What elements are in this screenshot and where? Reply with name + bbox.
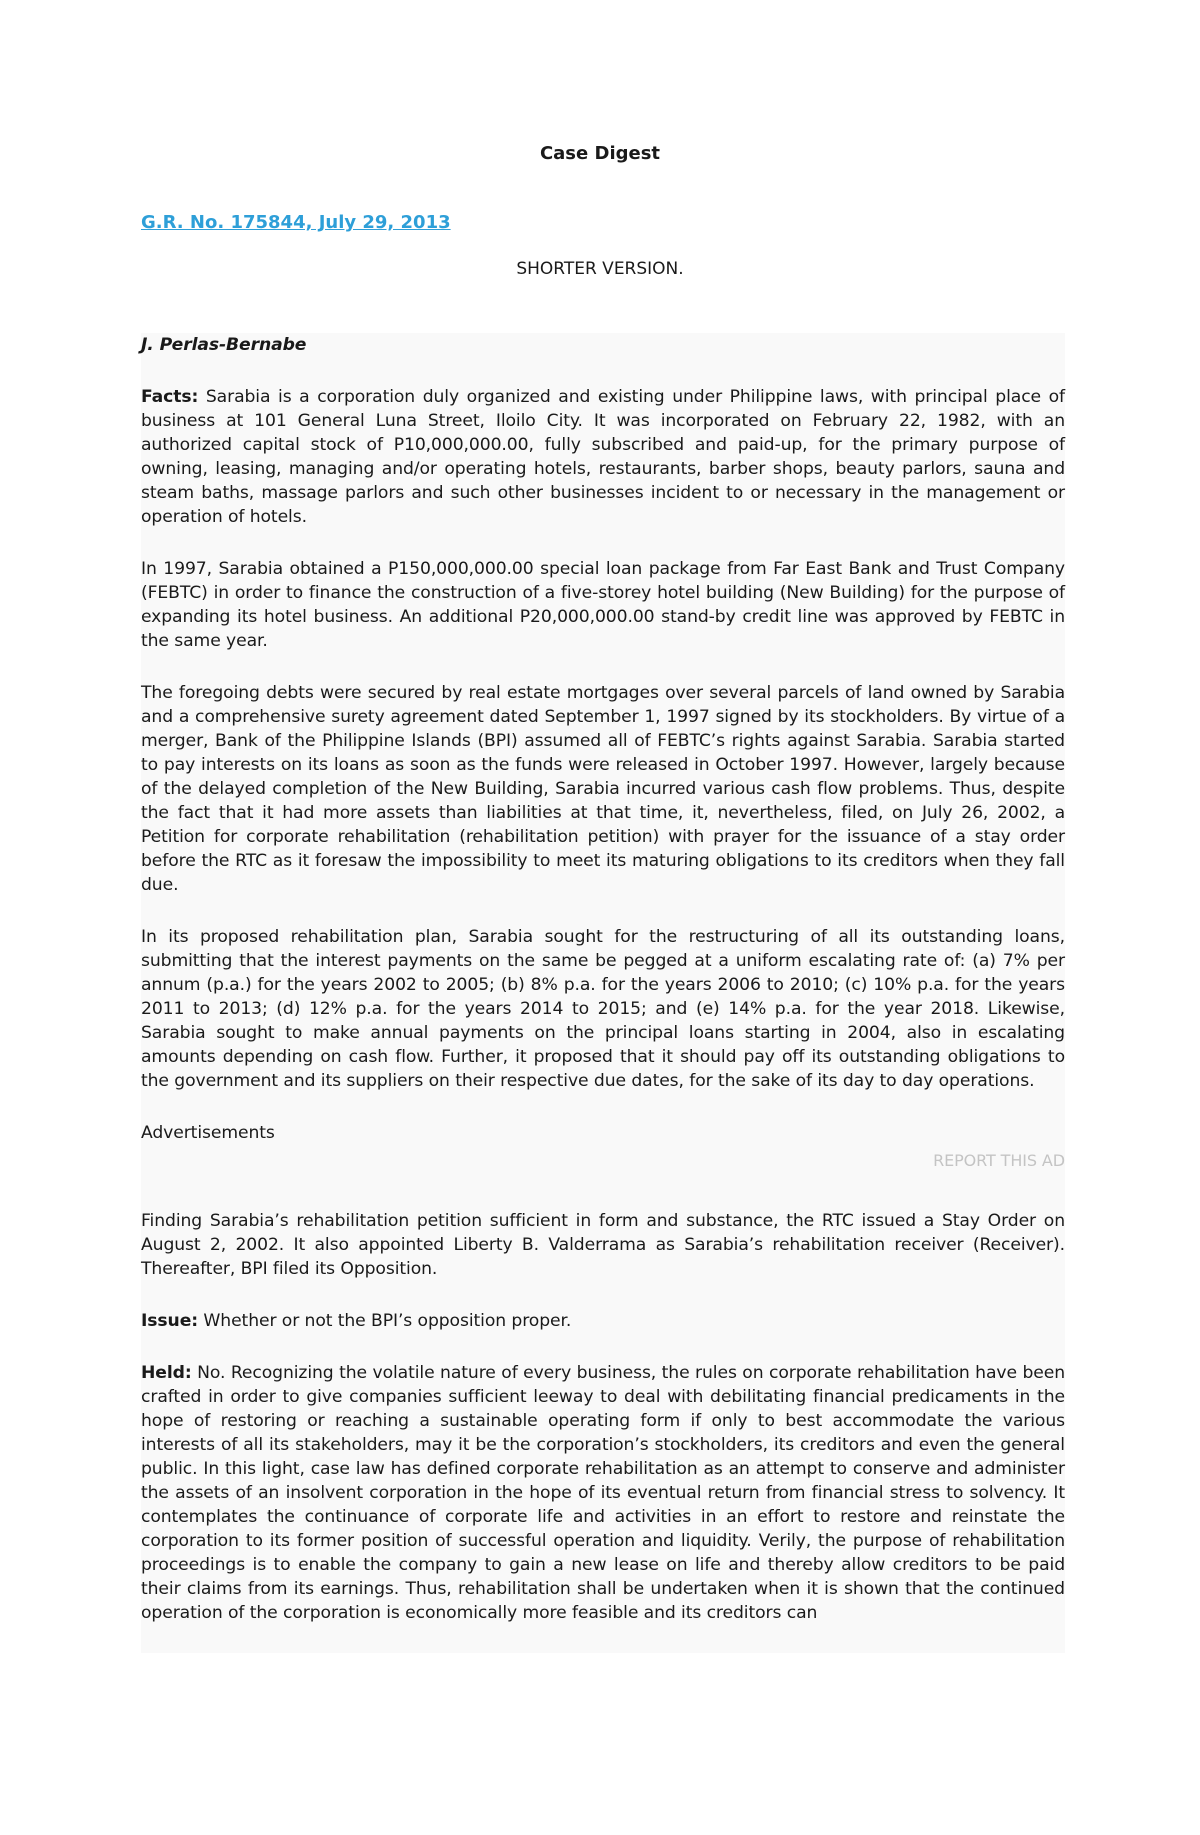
issue-paragraph	[141, 1309, 1065, 1333]
version-subtitle: SHORTER VERSION.	[516, 259, 684, 279]
facts-paragraph-2: In 1997, Sarabia obtained a P150,000,000.00 special loan package from Far East Bank and Trust Company (FEBTC) in order to finance the construction of a five-storey hotel building (New Building) for the purpose of expanding its hotel business. An additional P20,000,000.00 stand-by credit line was approved by FEBTC in the same year.	[141, 559, 1065, 651]
page-title: Case Digest	[539, 143, 661, 164]
facts-label: Facts:	[141, 387, 199, 407]
advertisements-label: Advertisements	[141, 1123, 275, 1143]
report-ad-link[interactable]: REPORT THIS AD	[933, 1151, 1065, 1170]
facts-paragraph-5: Finding Sarabia’s rehabilitation petition sufficient in form and substance, the RTC issued a Stay Order on August 2, 2002. It also appointed Liberty B. Valderrama as Sarabia’s rehabilitation receiver (Receiver). Thereafter, BPI filed its Opposition.	[141, 1211, 1065, 1279]
case-gr-link[interactable]: G.R. No. 175844, July 29, 2013	[141, 212, 451, 233]
facts-paragraph-1	[141, 385, 1065, 529]
ponente-author: J. Perlas-Bernabe	[141, 335, 307, 355]
held-label: Held:	[141, 1363, 192, 1383]
held-text: No. Recognizing the volatile nature of every business, the rules on corporate rehabilitation have been crafted in order to give companies sufficient leeway to deal with debilitating financial predicaments in the hope of restoring or reaching a sustainable operating form if only to best accommodate the various interests of all its stakeholders, may it be the corporation’s stockholders, its creditors and even the general public. In this light, case law has defined corporate rehabilitation as an attempt to conserve and administer the assets of an insolvent corporation in the hope of its eventual return from financial stress to solvency. It contemplates the continuance of corporate life and activities in an effort to restore and reinstate the corporation to its former position of successful operation and liquidity. Verily, the purpose of rehabilitation proceedings is to enable the company to gain a new lease on life and thereby allow creditors to be paid their claims from its earnings. Thus, rehabilitation shall be undertaken when it is shown that the continued operation of the corporation is economically more feasible and its creditors can	[141, 1363, 1065, 1623]
issue-label: Issue:	[141, 1311, 199, 1331]
facts-text-1: Sarabia is a corporation duly organized and existing under Philippine laws, with principal place of business at 101 General Luna Street, Iloilo City. It was incorporated on February 22, 1982, with an authorized capital stock of P10,000,000.00, fully subscribed and paid-up, for the primary purpose of owning, leasing, managing and/or operating hotels, restaurants, barber shops, beauty parlors, sauna and steam baths, massage parlors and such other businesses incident to or necessary in the management or operation of hotels.	[141, 387, 1065, 527]
digest-body	[141, 333, 1065, 1653]
issue-text: Whether or not the BPI’s opposition proper.	[198, 1311, 572, 1331]
facts-paragraph-4: In its proposed rehabilitation plan, Sarabia sought for the restructuring of all its outstanding loans, submitting that the interest payments on the same be pegged at a uniform escalating rate of: (a) 7% per annum (p.a.) for the years 2002 to 2005; (b) 8% p.a. for the years 2006 to 2010; (c) 10% p.a. for the years 2011 to 2013; (d) 12% p.a. for the years 2014 to 2015; and (e) 14% p.a. for the year 2018. Likewise, Sarabia sought to make annual payments on the principal loans starting in 2004, also in escalating amounts depending on cash flow. Further, it proposed that it should pay off its outstanding obligations to the government and its suppliers on their respective due dates, for the sake of its day to day operations.	[141, 927, 1065, 1091]
held-paragraph	[141, 1361, 1065, 1625]
facts-paragraph-3: The foregoing debts were secured by real estate mortgages over several parcels of land owned by Sarabia and a comprehensive surety agreement dated September 1, 1997 signed by its stockholders. By virtue of a merger, Bank of the Philippine Islands (BPI) assumed all of FEBTC’s rights against Sarabia. Sarabia started to pay interests on its loans as soon as the funds were released in October 1997. However, largely because of the delayed completion of the New Building, Sarabia incurred various cash flow problems. Thus, despite the fact that it had more assets than liabilities at that time, it, nevertheless, filed, on July 26, 2002, a Petition for corporate rehabilitation (rehabilitation petition) with prayer for the issuance of a stay order before the RTC as it foresaw the impossibility to meet its maturing obligations to its creditors when they fall due.	[141, 683, 1065, 895]
